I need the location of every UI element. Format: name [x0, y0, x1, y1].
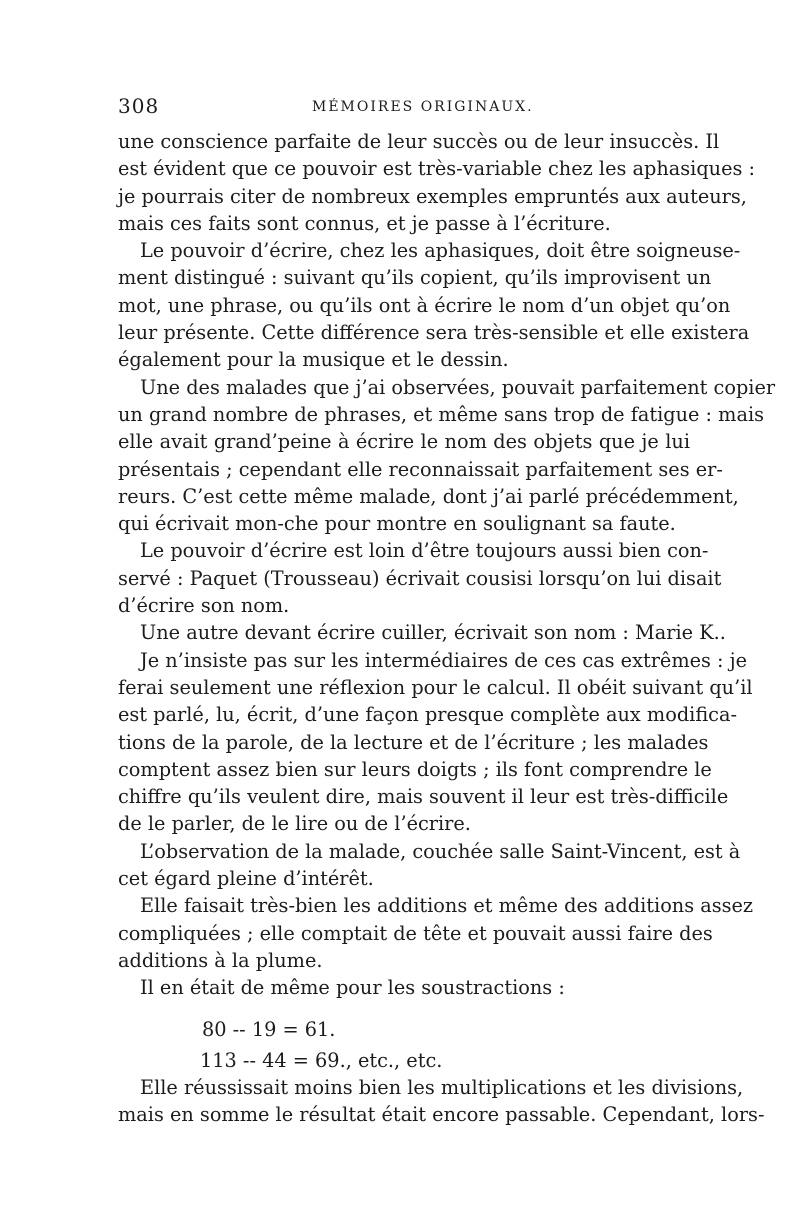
- text-line: présentais ; cependant elle reconnaissait parfaitement ses er-: [118, 457, 723, 481]
- text-line: je pourrais citer de nombreux exemples empruntés aux auteurs,: [118, 184, 747, 208]
- equation-line: 113 -- 44 = 69., etc., etc.: [200, 1048, 443, 1072]
- text-line: Elle réussissait moins bien les multiplications et les divisions,: [140, 1076, 744, 1099]
- text-line: d’écrire son nom.: [118, 594, 290, 618]
- text-line: également pour la musique et le dessin.: [118, 348, 509, 372]
- text-line: tions de la parole, de la lecture et de l’écriture ; les malades: [118, 730, 709, 754]
- text-line: qui écrivait mon-che pour montre en soulignant sa faute.: [118, 512, 676, 536]
- body-text: [118, 128, 776, 1082]
- closing-paragraph: [118, 1074, 765, 1129]
- text-line: mais en somme le résultat était encore passable. Cependant, lors-: [118, 1103, 765, 1127]
- text-line: Une autre devant écrire cuiller, écrivait son nom : Marie K..: [140, 621, 726, 645]
- text-line: est évident que ce pouvoir est très-variable chez les aphasiques :: [118, 157, 756, 181]
- subtraction-examples: [118, 1002, 690, 1082]
- text-line: additions à la plume.: [118, 948, 323, 972]
- text-line: ment distingué : suivant qu’ils copient, qu’ils improvisent un: [118, 266, 712, 290]
- text-line: ferai seulement une réflexion pour le calcul. Il obéit suivant qu’il: [118, 675, 753, 699]
- text-line: leur présente. Cette différence sera très-sensible et elle existera: [118, 321, 750, 345]
- text-line: comptent assez bien sur leurs doigts ; ils font comprendre le: [118, 757, 712, 781]
- text-line: Il en était de même pour les soustractions :: [140, 976, 565, 1000]
- text-line: Je n’insiste pas sur les intermédiaires de ces cas extrêmes : je: [140, 648, 748, 672]
- text-line: mais ces faits sont connus, et je passe à l’écriture.: [118, 211, 611, 235]
- text-line: reurs. C’est cette même malade, dont j’ai parlé précédemment,: [118, 484, 739, 508]
- running-title: MÉMOIRES ORIGINAUX.: [312, 99, 534, 115]
- page-header: [118, 94, 688, 124]
- text-line: Une des malades que j’ai observées, pouvait parfaitement copier: [140, 375, 776, 399]
- text-line: est parlé, lu, écrit, d’une façon presque complète aux modifica-: [118, 703, 737, 727]
- text-line: un grand nombre de phrases, et même sans trop de fatigue : mais: [118, 402, 765, 426]
- text-line: L’observation de la malade, couchée salle Saint-Vincent, est à: [140, 839, 741, 863]
- text-line: Le pouvoir d’écrire, chez les aphasiques, doit être soigneuse-: [140, 239, 741, 263]
- page-number: 308: [118, 94, 160, 118]
- text-line: Le pouvoir d’écrire est loin d’être toujours aussi bien con-: [140, 539, 709, 563]
- text-line: une conscience parfaite de leur succès ou de leur insuccès. Il: [118, 130, 720, 153]
- text-line: servé : Paquet (Trousseau) écrivait cousisi lorsqu’on lui disait: [118, 566, 722, 590]
- text-line: Elle faisait très-bien les additions et même des additions assez: [140, 894, 754, 918]
- text-line: elle avait grand’peine à écrire le nom des objets que je lui: [118, 430, 690, 454]
- text-line: cet égard pleine d’intérêt.: [118, 867, 374, 891]
- text-line: chiffre qu’ils veulent dire, mais souvent il leur est très-difficile: [118, 785, 729, 809]
- equation-line: 80 -- 19 = 61.: [202, 1017, 336, 1041]
- text-line: de le parler, de le lire ou de l’écrire.: [118, 812, 471, 836]
- text-line: compliquées ; elle comptait de tête et pouvait aussi faire des: [118, 921, 713, 945]
- text-line: mot, une phrase, ou qu’ils ont à écrire le nom d’un objet qu’on: [118, 293, 731, 317]
